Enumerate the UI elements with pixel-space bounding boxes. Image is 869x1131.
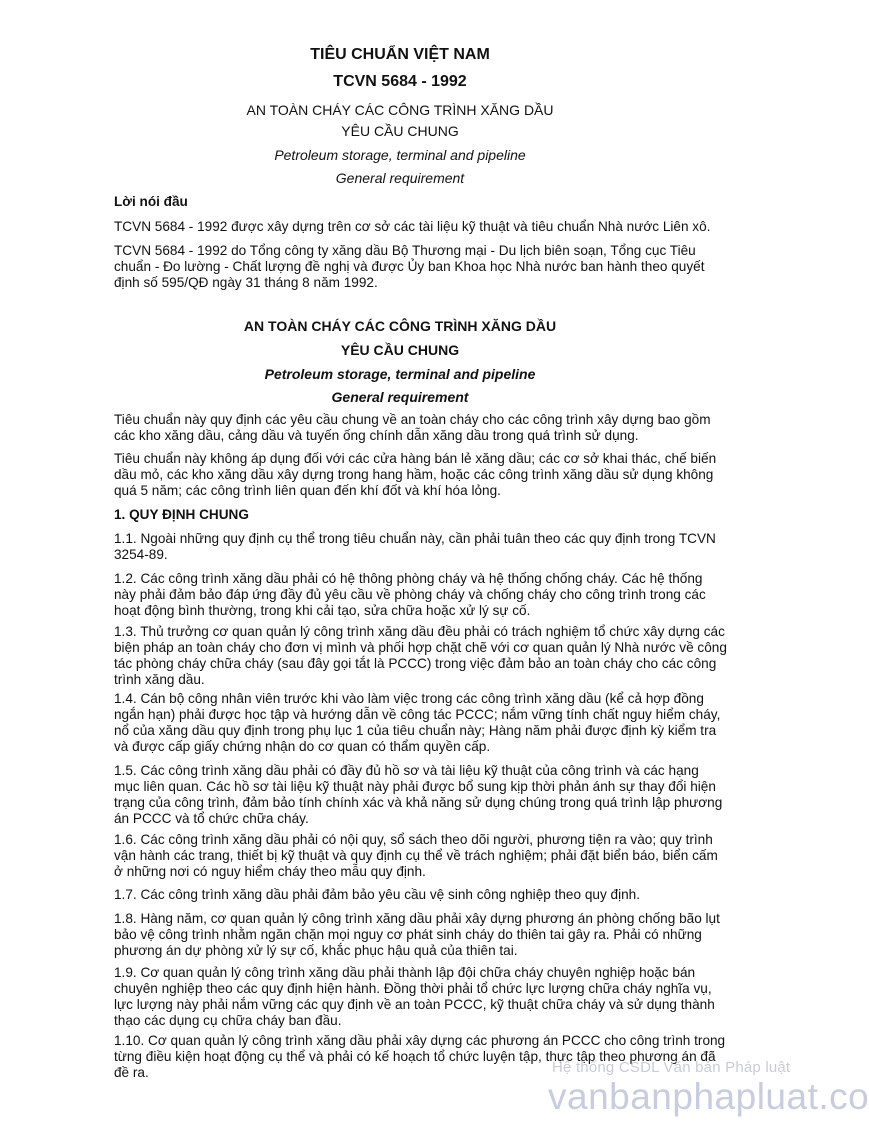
foreword-paragraph: TCVN 5684 - 1992 được xây dựng trên cơ sở các tài liệu kỹ thuật và tiêu chuẩn Nhà nước Liên xô. xyxy=(114,219,711,234)
clause-paragraph: 1.3. Thủ trưởng cơ quan quản lý công trình xăng dầu đều phải có trách nghiệm tổ chức xây dựng các biện pháp an toàn cháy cho đơn vị mình và phối hợp chặt chẽ với cơ quan quản lý Nhà nước về công tác phòng cháy chữa cháy (sau đây gọi tắt là PCCC) trong việc đảm bảo an toàn cháy cho các công trình xăng dầu. xyxy=(114,624,727,687)
clause-paragraph: 1.2. Các công trình xăng dầu phải có hệ thông phòng cháy và hệ thống chống cháy. Các hệ thống này phải đảm bảo đáp ứng đầy đủ yêu cầu về phòng cháy và chống cháy cho công trình trong các hoạt động bình thường, trong khi cải tạo, sửa chữa hoặc xử lý sự cố. xyxy=(114,571,706,618)
watermark-site: vanbanphapluat.co xyxy=(548,1076,869,1117)
standard-name-vi: AN TOÀN CHÁY CÁC CÔNG TRÌNH XĂNG DẦU xyxy=(246,102,554,118)
clause-paragraph: 1.9. Cơ quan quản lý công trình xăng dầu phải thành lập đội chữa cháy chuyên nghiệp hoặc bán chuyên nghiệp theo các quy định hiện hành. Đồng thời phải tổ chức lực lượng chữa cháy nghĩa vụ, lực lượng này phải nắm vững các quy định về an toàn PCCC, kỹ thuật chữa cháy và sử dụng thành thạo các dụng cụ chữa cháy ban đầu. xyxy=(114,965,715,1028)
clause-paragraph: 1.4. Cán bộ công nhân viên trước khi vào làm việc trong các công trình xăng dầu (kể cả hợp đồng ngắn hạn) phải được học tập và hướng dẫn về công tác PCCC; nắm vững tính chất nguy hiểm cháy, nổ của xăng dầu quy định trong phụ lục 1 của tiêu chuẩn này; Hàng năm phải được định kỳ kiểm tra và được cấp giấy chứng nhận do cơ quan có thẩm quyền cấp. xyxy=(114,691,721,754)
clause-paragraph: 1.1. Ngoài những quy định cụ thể trong tiêu chuẩn này, cần phải tuân theo các quy định trong TCVN 3254-89. xyxy=(114,531,716,562)
watermark-caption: Hệ thống CSDL Văn bản Pháp luật xyxy=(552,1059,791,1076)
section-title-en: Petroleum storage, terminal and pipeline xyxy=(264,366,536,382)
clause-paragraph: 1.5. Các công trình xăng dầu phải có đầy đủ hồ sơ và tài liệu kỹ thuật của công trình và các hạng mục liên quan. Các hồ sơ tài liệu kỹ thuật này phải được bổ sung kịp thời phản ánh sự thay đổi hiện trạng của công trình, đảm bảo tính chính xác và khả năng sử dụng chúng trong quá trình lập phương án PCCC và tổ chức chữa cháy. xyxy=(114,763,723,826)
section-heading: 1. QUY ĐỊNH CHUNG xyxy=(114,507,249,522)
clause-paragraph: 1.6. Các công trình xăng dầu phải có nội quy, sổ sách theo dõi người, phương tiện ra vào; quy trình vận hành các trang, thiết bị kỹ thuật và quy định cụ thể về trách nghiệm; phải đặt biển báo, biển cấm ở những nơi có nguy hiểm cháy theo mẫu quy định. xyxy=(114,832,718,879)
clause-paragraph: 1.8. Hàng năm, cơ quan quản lý công trình xăng dầu phải xây dựng phương án phòng chống bão lụt bảo vệ công trình nhằm ngăn chặn mọi nguy cơ phát sinh cháy do thiên tai gây ra. Phải có những phương án dự phòng xử lý sự cố, khắc phục hậu quả của thiên tai. xyxy=(114,911,720,958)
clause-paragraph: 1.7. Các công trình xăng dầu phải đảm bảo yêu cầu vệ sinh công nghiệp theo quy định. xyxy=(114,887,640,902)
section-subtitle-vi: YÊU CẦU CHUNG xyxy=(340,342,460,358)
standard-subtitle-en: General requirement xyxy=(335,170,465,186)
section-title-vi: AN TOÀN CHÁY CÁC CÔNG TRÌNH XĂNG DẦU xyxy=(243,318,557,334)
intro-paragraph: Tiêu chuẩn này không áp dụng đối với các cửa hàng bán lẻ xăng dầu; các cơ sở khai thác, chế biến dầu mỏ, các kho xăng dầu xây dựng trong hang hầm, hoặc các công trình xăng dầu sử dụng không quá 5 năm; các công trình liên quan đến khí đốt và khí hóa lỏng. xyxy=(114,451,717,498)
document-title: TIÊU CHUẨN VIỆT NAM xyxy=(310,46,490,63)
section-subtitle-en: General requirement xyxy=(331,389,469,405)
foreword-heading: Lời nói đầu xyxy=(114,194,188,209)
intro-paragraph: Tiêu chuẩn này quy định các yêu cầu chung về an toàn cháy cho các công trình xây dựng bao gồm các kho xăng dầu, cảng dầu và tuyến ống chính dẫn xăng dầu trong quá trình sử dụng. xyxy=(114,412,711,443)
standard-code: TCVN 5684 - 1992 xyxy=(333,73,467,90)
foreword-paragraph: TCVN 5684 - 1992 do Tổng công ty xăng dầu Bộ Thương mại - Du lịch biên soạn, Tổng cục Tiêu chuẩn - Đo lường - Chất lượng đề nghị và được Ủy ban Khoa học Nhà nước ban hành theo quyết định số 595/QĐ ngày 31 tháng 8 năm 1992. xyxy=(114,243,705,290)
standard-name-en: Petroleum storage, terminal and pipeline xyxy=(274,147,526,163)
clause-paragraph: 1.10. Cơ quan quản lý công trình xăng dầu phải xây dựng các phương án PCCC cho công trình trong từng điều kiện hoạt động cụ thể và phải có kế hoạch tổ chức luyện tập, thực tập theo phương án đã đề ra. xyxy=(114,1033,726,1080)
standard-subtitle-vi: YÊU CẦU CHUNG xyxy=(341,123,459,139)
